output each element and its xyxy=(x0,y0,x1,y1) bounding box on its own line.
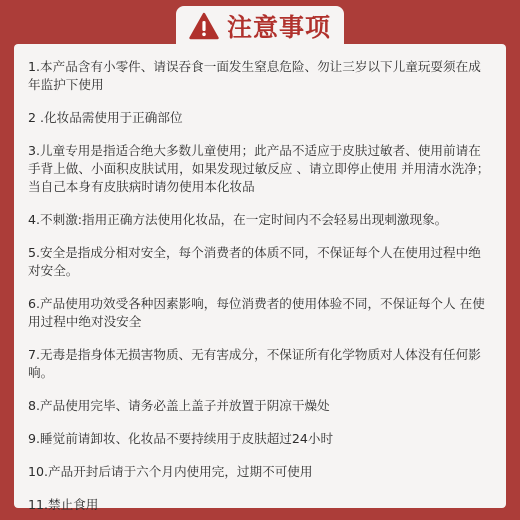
notice-item-2: 2 .化妆品需使用于正确部位 xyxy=(28,110,183,125)
notice-item-11: 11.禁止食用 xyxy=(28,497,99,512)
title-banner xyxy=(176,6,344,46)
notice-item-9: 9.睡觉前请卸妆、化妆品不要持续用于皮肤超过24小时 xyxy=(28,431,334,446)
notice-item-10: 10.产品开封后请于六个月内使用完，过期不可使用 xyxy=(28,464,313,479)
notice-item-1: 1.本产品含有小零件、请误吞食一面发生窒息危险、勿让三岁以下儿童玩耍须在成年监护下使用 xyxy=(28,59,481,92)
notice-item-5: 5.安全是指成分相对安全，每个消费者的体质不同，不保证每个人在使用过程中绝对安全。 xyxy=(28,245,481,278)
notice-item-3: 3.儿童专用是指适合绝大多数儿童使用；此产品不适应于皮肤过敏者、使用前请在手背上做、小面积皮肤试用，如果发现过敏反应 、请立即停止使用 并用清水洗净；当自己本身有皮肤病时请勿使用本化妆品 xyxy=(28,143,490,194)
notice-item-8: 8.产品使用完毕、请务必盖上盖子并放置于阴凉干燥处 xyxy=(28,398,330,413)
notice-item-4: 4.不刺激:指用正确方法使用化妆品，在一定时间内不会轻易出现刺激现象。 xyxy=(28,212,448,227)
notice-card xyxy=(14,44,506,512)
page-title: 注意事项 xyxy=(226,13,331,42)
notice-item-7: 7.无毒是指身体无损害物质、无有害成分，不保证所有化学物质对人体没有任何影响。 xyxy=(28,347,481,380)
notice-item-6: 6.产品使用功效受各种因素影响，每位消费者的使用体验不同，不保证每个人 在使用过程中绝对没安全 xyxy=(28,296,485,329)
warning-triangle-icon xyxy=(189,12,219,40)
